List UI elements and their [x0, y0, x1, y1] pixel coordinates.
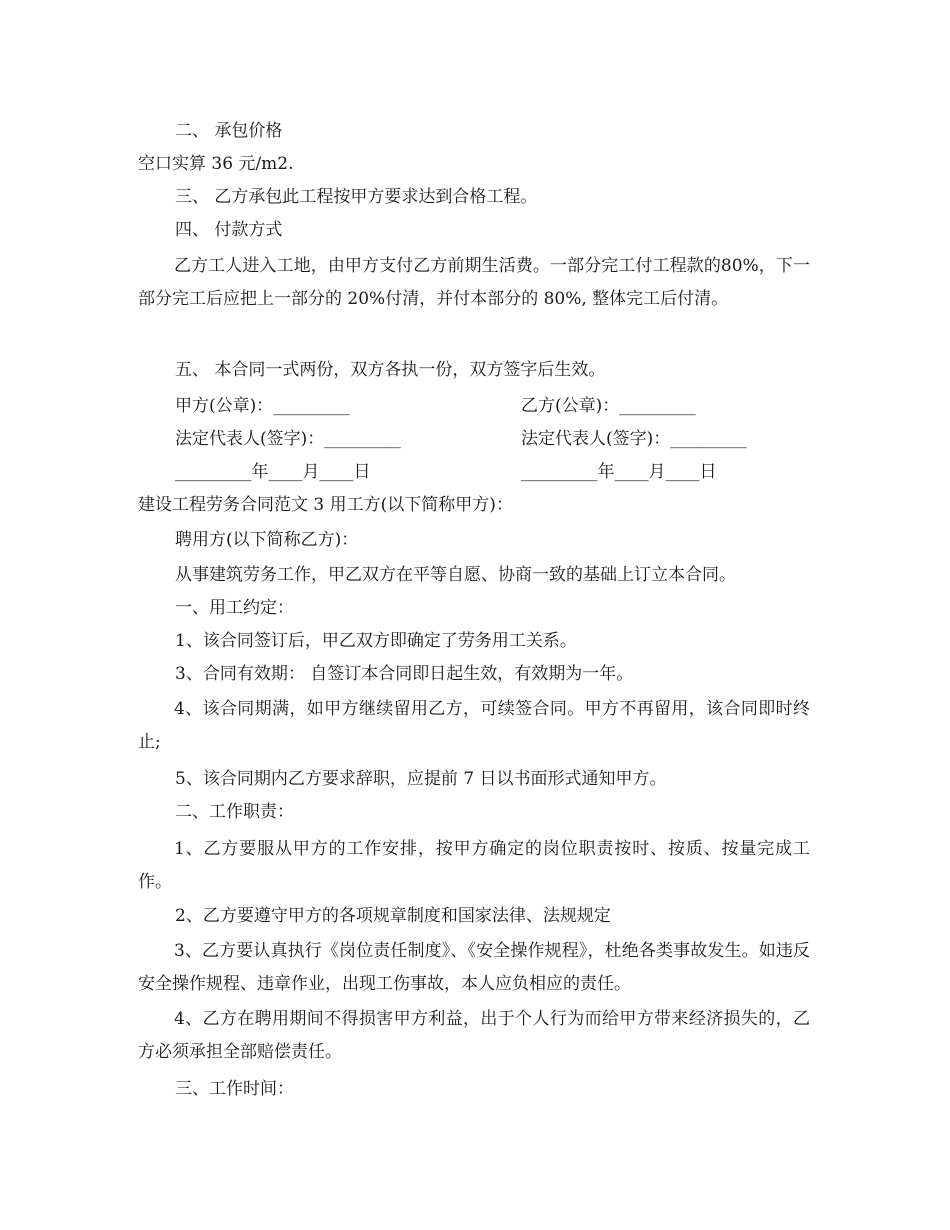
- duty-4-text: 4、乙方在聘用期间不得损害甲方利益，出于个人行为而给甲方带来经济损失的，乙方必须承担全部赔偿责任。: [138, 1009, 810, 1062]
- section-heading-agreement: 一、用工约定：: [175, 598, 294, 618]
- clause-5: 5、该合同期内乙方要求辞职，应提前 7 日以书面形式通知甲方。: [175, 769, 667, 789]
- payment-paragraph: [138, 250, 810, 316]
- party-b-seal: 乙方(公章)：_________: [521, 396, 696, 416]
- party-a-seal: 甲方(公章)：_________: [175, 396, 350, 416]
- employee-party: 聘用方(以下简称乙方)：: [175, 530, 359, 550]
- duty-1-text: 1、乙方要服从甲方的工作安排，按甲方确定的岗位职责按时、按质、按量完成工作。: [138, 839, 810, 892]
- section-heading-payment: 四、 付款方式: [175, 220, 283, 240]
- contract-title: 建设工程劳务合同范文 3 用工方(以下简称甲方)：: [138, 495, 513, 515]
- section-heading-price: 二、 承包价格: [175, 121, 283, 141]
- clause-4-text: 4、该合同期满，如甲方继续留用乙方，可续签合同。甲方不再留用，该合同即时终止;: [138, 699, 810, 752]
- party-a-representative: 法定代表人(签字)：_________: [175, 429, 401, 449]
- party-b-date: _________年____月____日: [521, 462, 717, 482]
- duty-1-paragraph: [138, 833, 810, 899]
- section-heading-hours: 三、工作时间：: [175, 1079, 294, 1099]
- party-a-date: _________年____月____日: [175, 462, 371, 482]
- duty-3-text: 3、乙方要认真执行《岗位责任制度》、《安全操作规程》，杜绝各类事故发生。如违反安全操作规程、违章作业，出现工伤事故，本人应负相应的责任。: [138, 941, 810, 994]
- payment-text: 乙方工人进入工地，由甲方支付乙方前期生活费。一部分完工付工程款的80%，下一部分完工后应把上一部分的 20%付清，并付本部分的 80%, 整体完工后付清。: [138, 256, 810, 309]
- duty-2: 2、乙方要遵守甲方的各项规章制度和国家法律、法规规定: [175, 906, 611, 926]
- section-copies: 五、 本合同一式两份，双方各执一份，双方签字后生效。: [175, 360, 606, 380]
- clause-1: 1、该合同签订后，甲乙双方即确定了劳务用工关系。: [175, 631, 577, 651]
- section-heading-duties: 二、工作职责：: [175, 802, 294, 822]
- contract-preamble: 从事建筑劳务工作，甲乙双方在平等自愿、协商一致的基础上订立本合同。: [175, 565, 736, 585]
- duty-3-paragraph: [138, 935, 810, 1001]
- section-quality: 三、 乙方承包此工程按甲方要求达到合格工程。: [175, 187, 538, 207]
- clause-3: 3、合同有效期： 自签订本合同即日起生效，有效期为一年。: [175, 664, 634, 684]
- price-line: 空口实算 36 元/m2.: [138, 154, 294, 174]
- clause-4-paragraph: [138, 693, 810, 759]
- duty-4-paragraph: [138, 1003, 810, 1069]
- party-b-representative: 法定代表人(签字)：_________: [521, 429, 747, 449]
